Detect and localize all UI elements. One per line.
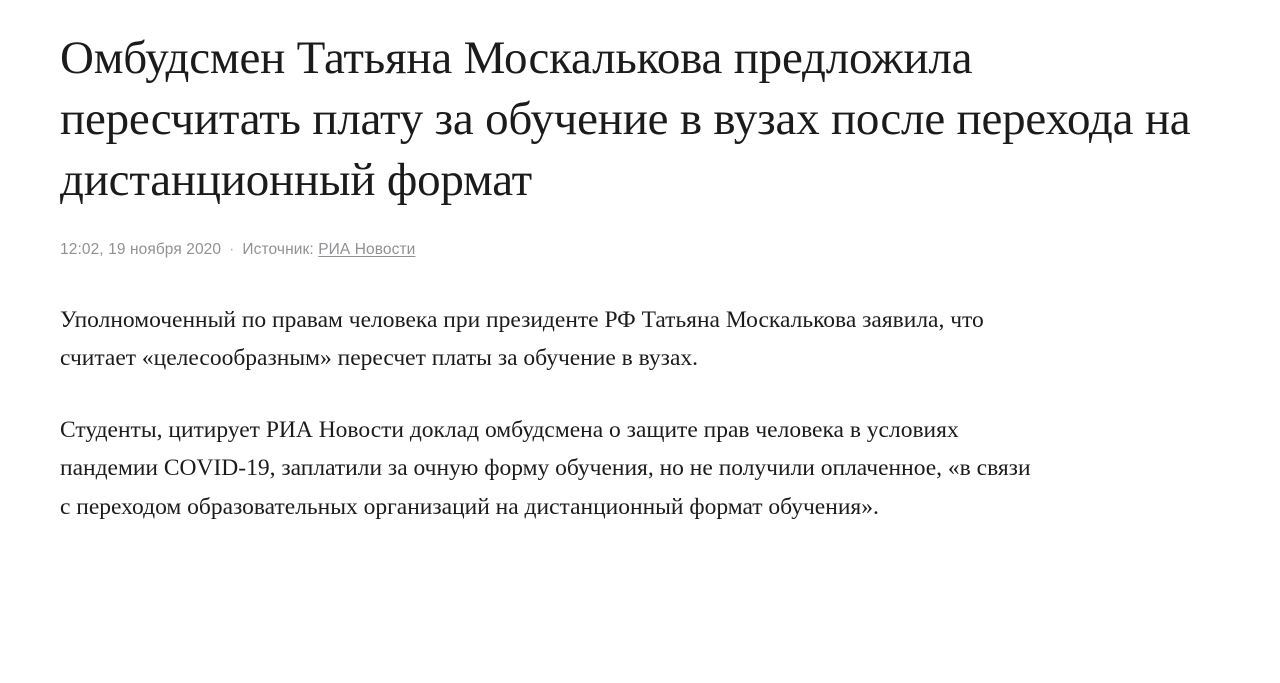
source-link[interactable]: РИА Новости [318, 241, 416, 259]
article-paragraph: Студенты, цитирует РИА Новости доклад омбудсмена о защите прав человека в условиях пандемии COVID-19, заплатили за очную форму обучения, но не получили оплаченное, «в связи с переходом образовательных организаций на дистанционный формат обучения». [60, 417, 1031, 520]
article-paragraph: Уполномоченный по правам человека при президенте РФ Татьяна Москалькова заявила, что считает «целесообразным» пересчет платы за обучение в вузах. [60, 307, 984, 372]
source-label: Источник: [242, 241, 314, 259]
meta-separator: · [229, 241, 235, 259]
page-title: Омбудсмен Татьяна Москалькова предложила пересчитать плату за обучение в вузах после перехода на дистанционный формат [60, 32, 1191, 207]
publish-timestamp: 12:02, 19 ноября 2020 [60, 241, 222, 259]
article-meta [60, 241, 1220, 259]
article-body [60, 301, 1040, 525]
